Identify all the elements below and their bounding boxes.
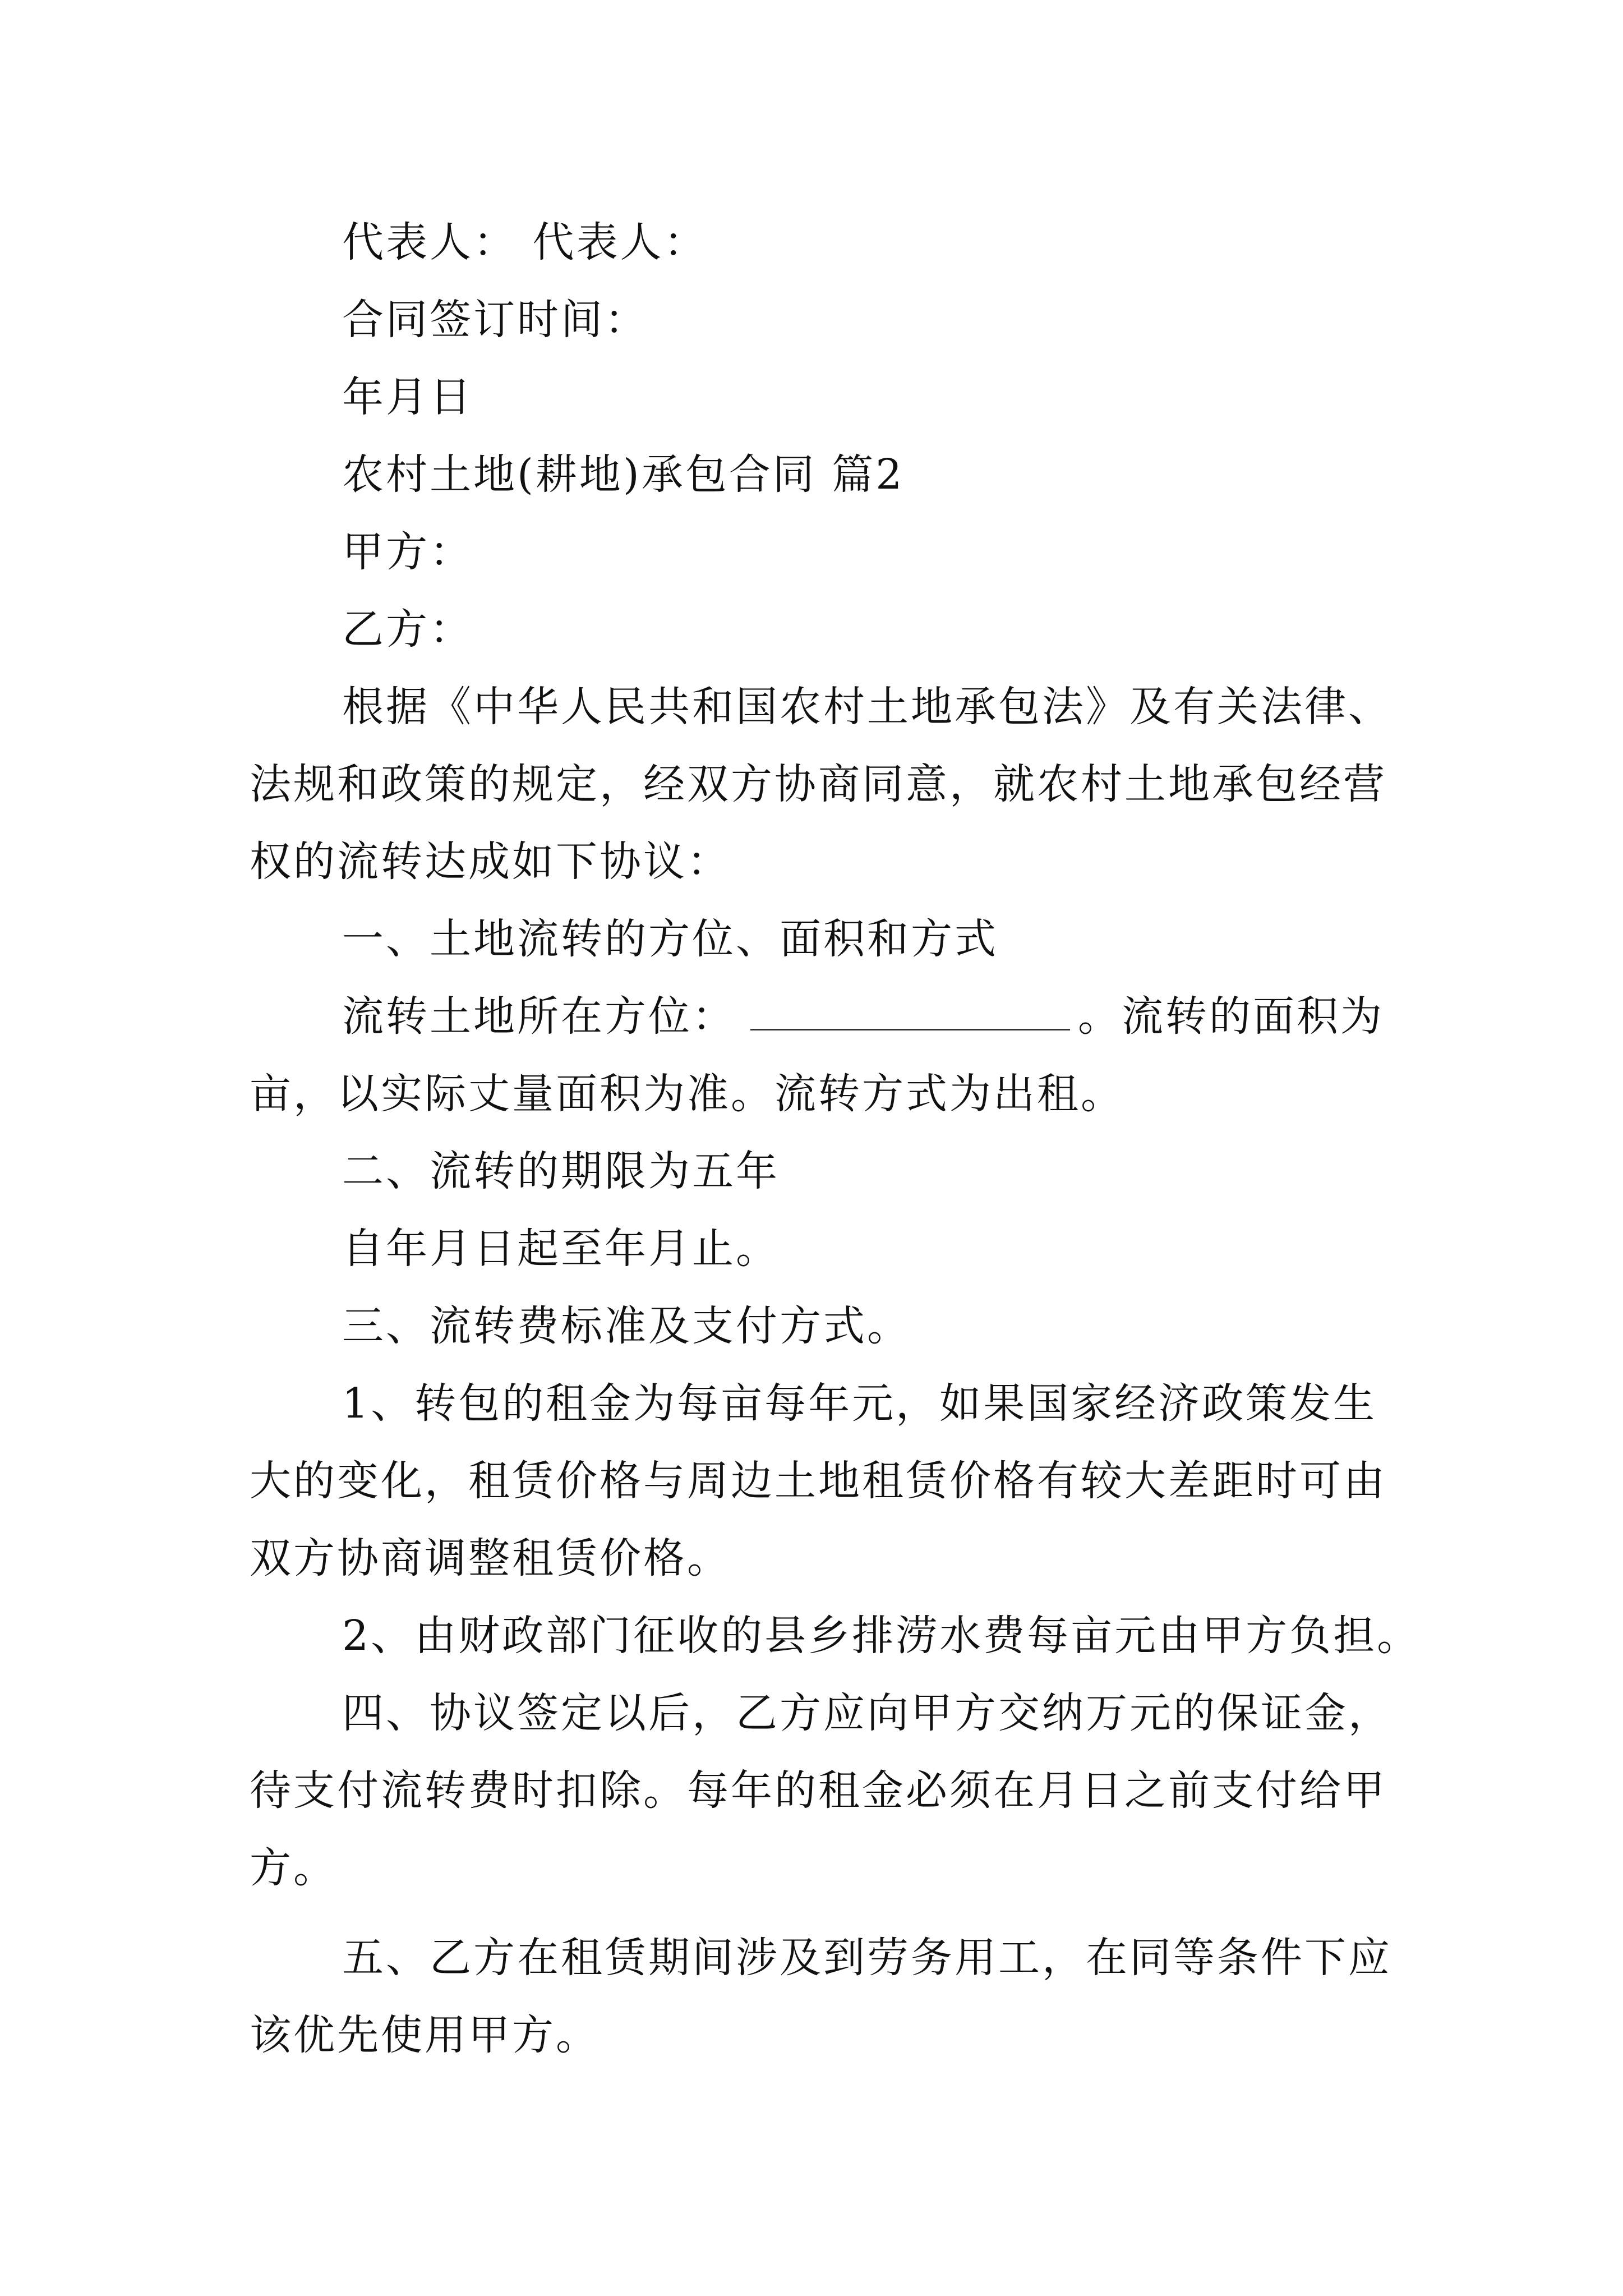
location-blank-field [750, 995, 1070, 1030]
section4-line-2: 待支付流转费时扣除。每年的租金必须在月日之前支付给甲 [250, 1766, 1387, 1815]
section4-line-1: 四、协议签定以后，乙方应向甲方交纳万元的保证金， [342, 1689, 1392, 1737]
section3-item2: 2、由财政部门征收的县乡排涝水费每亩元由甲方负担。 [342, 1612, 1421, 1660]
section3-item1-line-3: 双方协商调整租赁价格。 [250, 1534, 731, 1582]
section3-item1-line-2: 大的变化，租赁价格与周边土地租赁价格有较大差距时可由 [250, 1457, 1387, 1505]
signing-time-label: 合同签订时间： [342, 296, 648, 344]
preamble-line-3: 权的流转达成如下协议： [250, 838, 731, 886]
preamble-line-2: 法规和政策的规定，经双方协商同意，就农村土地承包经营 [250, 760, 1387, 808]
location-label: 流转土地所在方位： [342, 992, 736, 1041]
section1-location-line [342, 988, 1384, 1045]
contract-title: 农村土地(耕地)承包合同 篇2 [342, 450, 905, 499]
party-b-label: 乙方： [342, 605, 473, 654]
location-tail: 。流转的面积为 [1078, 992, 1384, 1041]
section2-period: 自年月日起至年月止。 [342, 1225, 780, 1273]
preamble-line-1: 根据《中华人民共和国农村土地承包法》及有关法律、 [342, 683, 1392, 731]
party-a-label: 甲方： [342, 528, 473, 576]
date-placeholder: 年月日 [342, 373, 473, 421]
section3-heading: 三、流转费标准及支付方式。 [342, 1302, 911, 1350]
section3-item1-line-1: 1、转包的租金为每亩每年元，如果国家经济政策发生 [342, 1379, 1377, 1428]
section5-line-1: 五、乙方在租赁期间涉及到劳务用工，在同等条件下应 [342, 1934, 1392, 1982]
section4-line-3: 方。 [250, 1844, 337, 1892]
section1-area-line: 亩，以实际丈量面积为准。流转方式为出租。 [250, 1070, 1124, 1118]
section5-line-2: 该优先使用甲方。 [250, 2011, 600, 2059]
representatives-line: 代表人： 代表人： [342, 218, 708, 266]
section2-heading: 二、流转的期限为五年 [342, 1147, 780, 1195]
section1-heading: 一、土地流转的方位、面积和方式 [342, 915, 998, 963]
